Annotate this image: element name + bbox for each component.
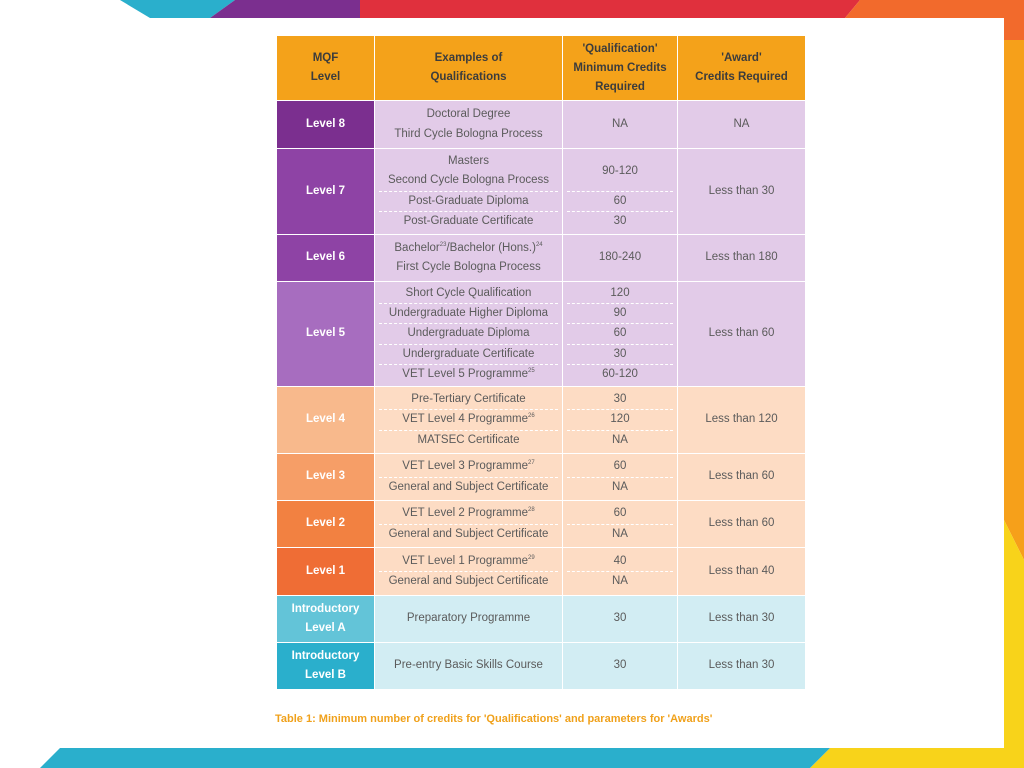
table-row (277, 643, 806, 690)
award-cell: Less than 120 (678, 387, 806, 454)
table-row (277, 282, 806, 387)
level-label: Level 4 (277, 387, 375, 454)
level-label: Level 1 (277, 548, 375, 596)
award-cell: Less than 30 (678, 643, 806, 690)
examples-cell: Pre-Tertiary Certificate VET Level 4 Programme$^{26}$ MATSEC Certificate (375, 387, 563, 454)
examples-cell: VET Level 2 Programme$^{28}$ General and Subject Certificate (375, 501, 563, 548)
examples-cell: Preparatory Programme (375, 596, 563, 643)
header-qualification-credits: 'Qualification' Minimum Credits Required (563, 36, 678, 101)
examples-cell: Bachelor$^{23}$/Bachelor (Hons.)$^{24}$ First Cycle Bologna Process (375, 235, 563, 282)
credits-cell: 30 120 NA (563, 387, 678, 454)
level-label: Level 8 (277, 101, 375, 149)
award-cell: Less than 40 (678, 548, 806, 596)
award-cell: NA (678, 101, 806, 149)
level-label: Introductory Level B (277, 643, 375, 690)
examples-cell: Doctoral Degree Third Cycle Bologna Process (375, 101, 563, 149)
table-row (277, 548, 806, 596)
level-label: Level 3 (277, 454, 375, 501)
award-cell: Less than 60 (678, 501, 806, 548)
award-cell: Less than 30 (678, 596, 806, 643)
credits-cell: 30 (563, 643, 678, 690)
level-label: Level 6 (277, 235, 375, 282)
examples-cell: VET Level 1 Programme$^{29}$ General and Subject Certificate (375, 548, 563, 596)
award-cell: Less than 30 (678, 149, 806, 235)
table-row (277, 235, 806, 282)
award-cell: Less than 60 (678, 282, 806, 387)
table-row (277, 101, 806, 149)
examples-cell: Masters Second Cycle Bologna Process Post-Graduate Diploma Post-Graduate Certificate (375, 149, 563, 235)
credits-cell: 120 90 60 30 60-120 (563, 282, 678, 387)
credits-cell: NA (563, 101, 678, 149)
credits-cell: 30 (563, 596, 678, 643)
examples-cell: Pre-entry Basic Skills Course (375, 643, 563, 690)
table-header-row (277, 36, 806, 101)
table-row (277, 596, 806, 643)
level-label: Introductory Level A (277, 596, 375, 643)
credits-cell: 180-240 (563, 235, 678, 282)
mqf-credits-table (276, 35, 806, 690)
table-row (277, 149, 806, 235)
header-mqf-level: MQF Level (277, 36, 375, 101)
credits-cell: 60 NA (563, 501, 678, 548)
examples-cell: VET Level 3 Programme$^{27}$ General and Subject Certificate (375, 454, 563, 501)
award-cell: Less than 180 (678, 235, 806, 282)
table-caption: Table 1: Minimum number of credits for 'Qualifications' and parameters for 'Awards' (275, 713, 713, 725)
award-cell: Less than 60 (678, 454, 806, 501)
level-label: Level 7 (277, 149, 375, 235)
examples-cell: Short Cycle Qualification Undergraduate Higher Diploma Undergraduate Diploma Undergraduate Certificate VET Level 5 Programme$^{25}$ (375, 282, 563, 387)
header-award-credits: 'Award' Credits Required (678, 36, 806, 101)
level-label: Level 5 (277, 282, 375, 387)
document-page (18, 18, 1004, 748)
table-row (277, 454, 806, 501)
credits-cell: 40 NA (563, 548, 678, 596)
table-row (277, 387, 806, 454)
table-row (277, 501, 806, 548)
level-label: Level 2 (277, 501, 375, 548)
credits-cell: 60 NA (563, 454, 678, 501)
credits-cell: 90-120 60 30 (563, 149, 678, 235)
header-examples: Examples of Qualifications (375, 36, 563, 101)
